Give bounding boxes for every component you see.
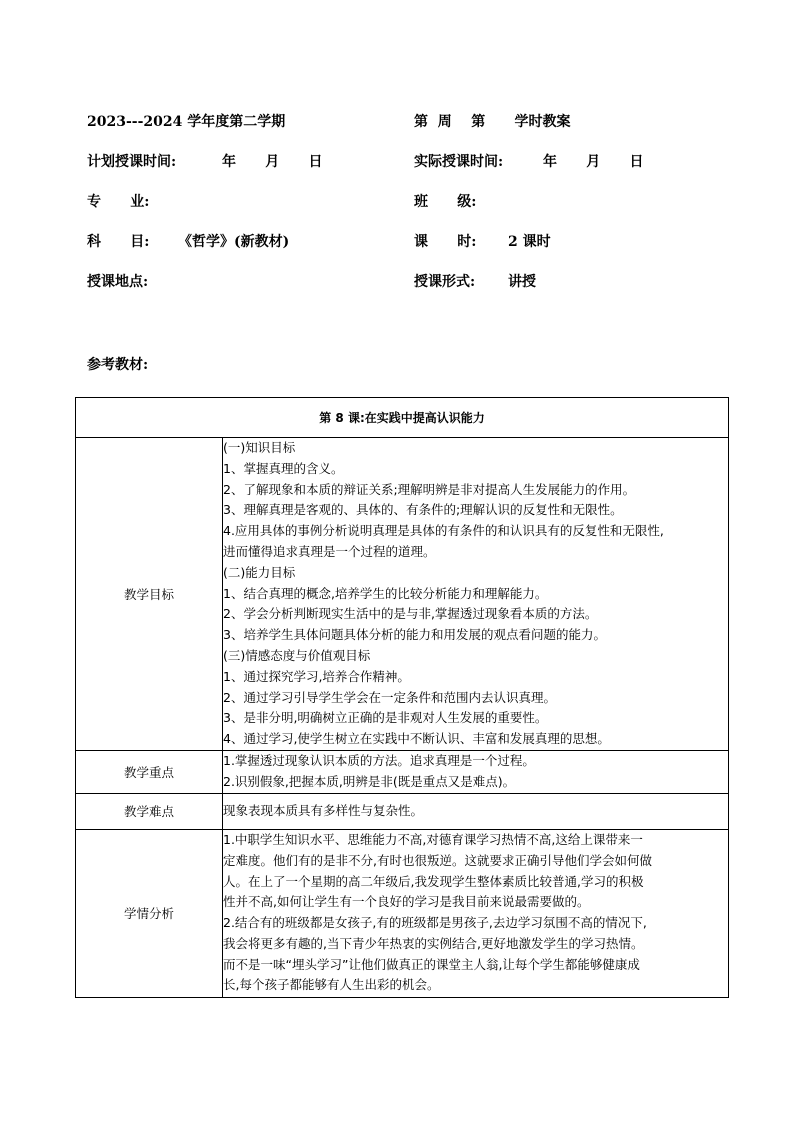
analysis-content — [223, 829, 729, 997]
key-points-content — [223, 751, 729, 794]
actual-time-value: 年 月 日 — [543, 154, 644, 170]
analysis-line: 性并不高,如何让学生有一个良好的学习是我目前来说最需要做的。 — [223, 894, 590, 910]
key-points-label: 教学重点 — [76, 751, 223, 794]
objective-line: 3、培养学生具体问题具体分析的能力和用发展的观点看问题的能力。 — [223, 627, 606, 643]
major-label: 专 业: — [87, 194, 150, 210]
term-label: 2023---2024 学年度第二学期 — [87, 114, 286, 130]
objective-line: 3、是非分明,明确树立正确的是非观对人生发展的重要性。 — [223, 710, 548, 726]
lesson-title: 第 8 课:在实践中提高认识能力 — [76, 398, 729, 438]
lesson-table — [75, 397, 729, 998]
analysis-line: 人。在上了一个星期的高二年级后,我发现学生整体素质比较普通,学习的积极 — [223, 873, 644, 889]
objectives-label: 教学目标 — [76, 438, 223, 751]
analysis-line: 定难度。他们有的是非不分,有时也很叛逆。这就要求正确引导他们学会如何做 — [223, 852, 652, 868]
analysis-line: 1.中职学生知识水平、思维能力不高,对德育课学习热情不高,这给上课带来一 — [223, 831, 643, 847]
class-label: 班 级: — [414, 194, 477, 210]
key-point-line: 1.掌握透过现象认识本质的方法。追求真理是一个过程。 — [223, 753, 535, 768]
objective-line: 进而懂得追求真理是一个过程的道理。 — [223, 544, 436, 559]
analysis-line: 2.结合有的班级都是女孩子,有的班级都是男孩子,去边学习氛围不高的情况下, — [223, 915, 647, 931]
subject-value: 《哲学》(新教材) — [178, 234, 290, 250]
hours-value: 2 课时 — [508, 234, 551, 250]
planned-time-value: 年 月 日 — [222, 154, 323, 170]
difficulty-line: 现象表现本质具有多样性与复杂性。 — [223, 802, 424, 818]
reference-label: 参考教材: — [87, 357, 149, 373]
objective-line: 2、学会分析判断现实生活中的是与非,掌握透过现象看本质的方法。 — [223, 606, 598, 622]
objective-line: (二)能力目标 — [223, 564, 296, 580]
analysis-label: 学情分析 — [76, 829, 223, 997]
analysis-line: 而不是一味“埋头学习”让他们做真正的课堂主人翁,让每个学生都能够健康成 — [223, 956, 640, 972]
subject-label: 科 目: — [87, 234, 150, 250]
place-label: 授课地点: — [87, 274, 149, 290]
objective-line: (三)情感态度与价值观目标 — [223, 647, 371, 663]
objective-line: 4.应用具体的事例分析说明真理是具体的有条件的和认识具有的反复性和无限性, — [223, 523, 664, 539]
key-point-line: 2.识别假象,把握本质,明辨是非(既是重点又是难点)。 — [223, 773, 516, 789]
objectives-content — [223, 438, 729, 751]
objective-line: (一)知识目标 — [223, 440, 296, 456]
planned-time-label: 计划授课时间: — [87, 154, 177, 170]
objective-line: 2、了解现象和本质的辩证关系;理解明辨是非对提高人生发展能力的作用。 — [223, 481, 636, 497]
objective-line: 1、通过探究学习,培养合作精神。 — [223, 668, 410, 684]
form-label: 授课形式: — [414, 274, 476, 290]
objective-line: 4、通过学习,使学生树立在实践中不断认识、丰富和发展真理的思想。 — [223, 731, 610, 747]
difficulty-content — [223, 793, 729, 829]
analysis-line: 长,每个孩子都能够有人生出彩的机会。 — [223, 977, 440, 993]
objective-line: 2、通过学习引导学生学会在一定条件和范围内去认识真理。 — [223, 689, 556, 705]
objective-line: 1、掌握真理的含义。 — [223, 460, 344, 476]
analysis-line: 我会将更多有趣的,当下青少年热衷的实例结合,更好地激发学生的学习热情。 — [223, 935, 644, 951]
objective-line: 3、理解真理是客观的、具体的、有条件的;理解认识的反复性和无限性。 — [223, 502, 623, 518]
form-value: 讲授 — [508, 274, 536, 290]
difficulty-label: 教学难点 — [76, 793, 223, 829]
hours-label: 课 时: — [414, 234, 477, 250]
actual-time-label: 实际授课时间: — [414, 154, 504, 170]
week-hours-label: 第 周 第 学时教案 — [414, 114, 571, 130]
objective-line: 1、结合真理的概念,培养学生的比较分析能力和理解能力。 — [223, 585, 548, 601]
